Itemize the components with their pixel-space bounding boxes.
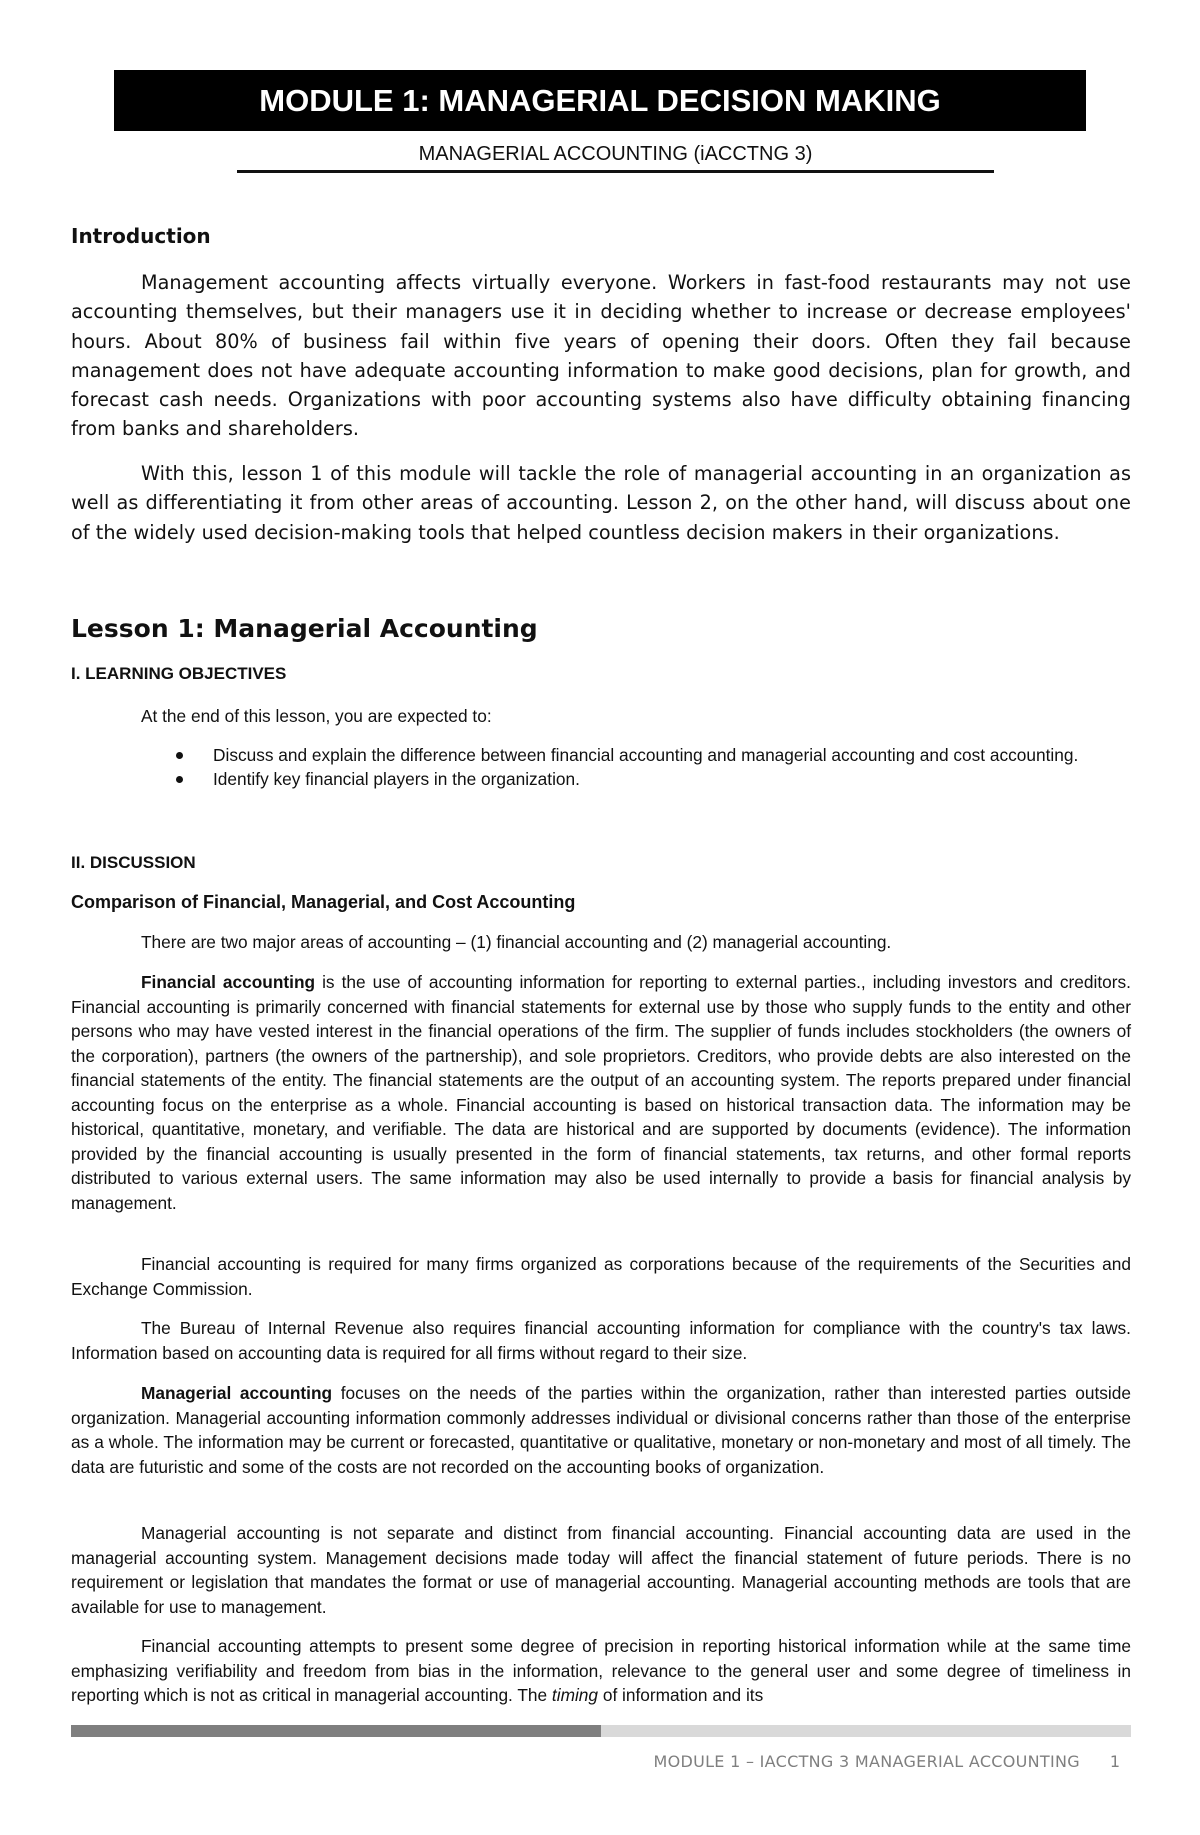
paragraph-not-separate: Managerial accounting is not separate and distinct from financial accounting. Financial accounting data are used in the managerial accounting system. Management decisions made today will affect the financial statement of future periods. There is no requirement or legislation that mandates the format or use of managerial accounting. Managerial accounting methods are tools that are available for use to management. — [71, 1523, 1131, 1617]
term-managerial-accounting: Managerial accounting — [141, 1383, 333, 1403]
term-financial-accounting: Financial accounting — [141, 972, 316, 992]
paragraph-managerial-accounting: Managerial accounting focuses on the needs of the parties within the organization, rather than interested parties outside organization. Managerial accounting information commonly addresses individual or divisional concerns rather than those of the enterprise as a whole. The information may be current or forecasted, quantitative or qualitative, monetary or non-monetary and most of all timely. The data are futuristic and some of the costs are not recorded on the accounting books of organization. — [71, 1383, 1131, 1477]
paragraph-sec: Financial accounting is required for many firms organized as corporations because of the requirements of the Securities and Exchange Commission. — [71, 1254, 1131, 1299]
list-item: Discuss and explain the difference between financial accounting and managerial accounting and cost accounting. — [71, 743, 1131, 767]
objectives-list — [71, 743, 1131, 791]
paragraph-bir: The Bureau of Internal Revenue also requires financial accounting information for compliance with the country's tax laws. Information based on accounting data is required for all firms without regard to their size. — [71, 1318, 1131, 1363]
bullet-icon — [176, 752, 183, 759]
introduction-paragraph-1: Management accounting affects virtually everyone. Workers in fast-food restaurants may not use accounting themselves, but their managers use it in deciding whether to increase or decrease employees' hours. About 80% of business fail within five years of opening their doors. Often they fail because management does not have adequate accounting information to make good decisions, plan for growth, and forecast cash needs. Organizations with poor accounting systems also have difficulty obtaining financing from banks and shareholders. — [71, 271, 1131, 441]
objectives-intro: At the end of this lesson, you are expected to: — [141, 706, 492, 726]
footer-divider-light — [601, 1725, 1131, 1737]
lesson-1-heading: Lesson 1: Managerial Accounting — [71, 614, 538, 643]
introduction-paragraph-2: With this, lesson 1 of this module will tackle the role of managerial accounting in an organization as well as differentiating it from other areas of accounting. Lesson 2, on the other hand, will discuss about one of the widely used decision-making tools that helped countless decision makers in their organizations. — [71, 462, 1131, 544]
bullet-icon — [176, 776, 183, 783]
introduction-heading: Introduction — [71, 224, 211, 248]
footer-text: MODULE 1 – IACCTNG 3 MANAGERIAL ACCOUNTING — [653, 1752, 1080, 1771]
learning-objectives-heading: I. LEARNING OBJECTIVES — [71, 664, 287, 683]
footer-divider-dark — [71, 1725, 601, 1737]
course-subtitle: MANAGERIAL ACCOUNTING (iACCTNG 3) — [237, 140, 994, 173]
paragraph-financial-accounting: Financial accounting is the use of accounting information for reporting to external parties., including investors and creditors. Financial accounting is primarily concerned with financial statements for external use by those who supply funds to the entity and other persons who may have vested interest in the financial operations of the firm. The supplier of funds includes stockholders (the owners of the corporation), partners (the owners of the partnership), and sole proprietors. Creditors, who provide debts are also interested on the financial statements of the entity. The financial statements are the output of an accounting system. The reports prepared under financial accounting focus on the enterprise as a whole. Financial accounting is based on historical transaction data. The information may be historical, quantitative, monetary, and verifiable. The data are historical and are supported by documents (evidence). The information provided by the financial accounting is usually presented in the form of financial statements, tax returns, and other formal reports distributed to various external users. The same information may also be used internally to provide a basis for financial analysis by management. — [71, 972, 1131, 1213]
module-title: MODULE 1: MANAGERIAL DECISION MAKING — [114, 70, 1086, 131]
page-number: 1 — [1109, 1752, 1121, 1771]
comparison-heading: Comparison of Financial, Managerial, and Cost Accounting — [71, 892, 576, 912]
paragraph-precision: Financial accounting attempts to present some degree of precision in reporting historical information while at the same time emphasizing verifiability and freedom from bias in the information, relevance to the general user and some degree of timeliness in reporting which is not as critical in managerial accounting. The timing of information and its — [71, 1636, 1131, 1705]
list-item: Identify key financial players in the organization. — [71, 767, 1131, 791]
discussion-heading: II. DISCUSSION — [71, 853, 196, 872]
paragraph-two-areas: There are two major areas of accounting – (1) financial accounting and (2) managerial accounting. — [141, 932, 892, 952]
